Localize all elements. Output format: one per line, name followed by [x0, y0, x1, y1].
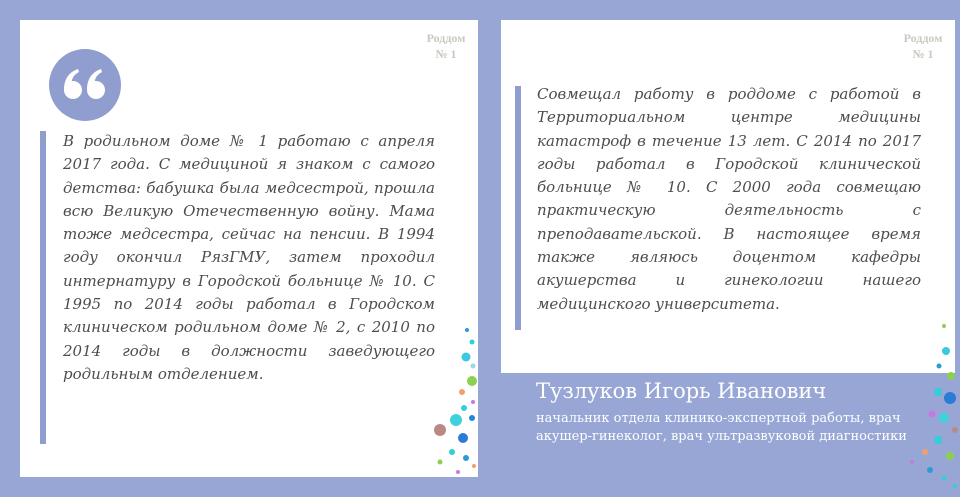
badge-line-1: Роддом [903, 31, 943, 45]
badge-line-2: № 1 [435, 47, 457, 61]
person-position: начальник отдела клинико-экспертной работы, врач акушер-гинеколог, врач ультразвуковой диагностики [536, 411, 907, 444]
person-name: Тузлуков Игорь Иванович [536, 379, 827, 403]
quote-text: Совмещал работу в роддоме с работой в Территориальном центре медицины катастроф в течение 13 лет. С 2014 по 2017 годы работал в Городской клинической больнице № 10. С 2000 года совмещаю практическую деятельность с преподавательской. В настоящее время также являюсь доцентом кафедры акушерства и гинекологии нашего медицинского университета. [537, 85, 921, 313]
quote-text: В родильном доме № 1 работаю с апреля 2017 года. С медициной я знаком с самого детства: бабушка была медсестрой, прошла всю Великую Отечественную войну. Мама тоже медсестра, сейчас на пенсии. В 1994 году окончил РязГМУ, затем проходил интернатуру в Городской больнице № 10. С 1995 по 2014 годы работал в Городском клиническом родильном доме № 2, с 2010 по 2014 годы в должности заведующего родильным отделением. [63, 132, 435, 383]
badge-line-1: Роддом [426, 31, 466, 45]
badge-line-2: № 1 [912, 47, 934, 61]
